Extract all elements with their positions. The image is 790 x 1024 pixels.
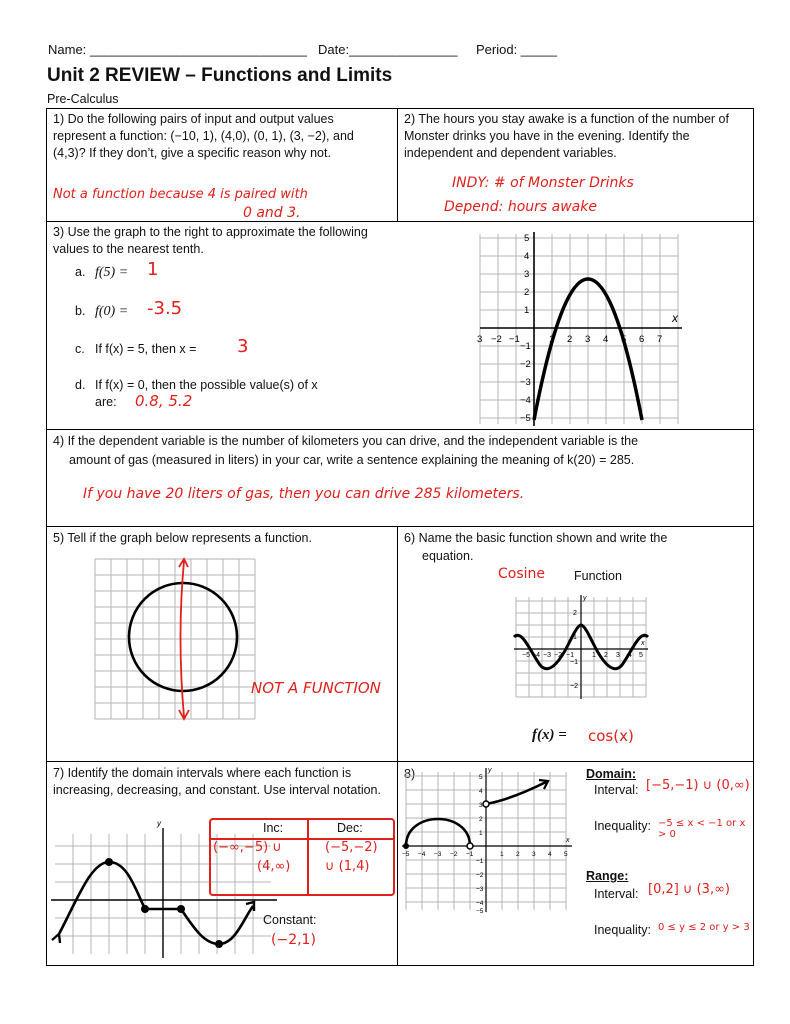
svg-text:−3: −3 [520, 377, 531, 388]
question-4-text-line1: 4) If the dependent variable is the number of kilometers you can drive, and the independent variable is the [53, 434, 639, 448]
cosine-graph [510, 593, 650, 703]
question-4-box [46, 429, 754, 527]
question-8-number: 8) [404, 767, 416, 781]
domain-interval-label: Interval: [594, 783, 639, 797]
range-inequality-label: Inequality: [594, 923, 651, 937]
svg-text:−3: −3 [434, 851, 442, 858]
svg-text:2: 2 [516, 851, 520, 858]
question-2-answer-independent: INDY: # of Monster Drinks [452, 175, 634, 191]
function-word: Function [574, 569, 622, 583]
svg-text:−4: −4 [532, 652, 540, 659]
svg-text:−2: −2 [554, 652, 562, 659]
svg-text:5: 5 [639, 652, 643, 659]
question-1-text: 1) Do the following pairs of input and output values represent a function: (−10, 1), (4,0), (0, 1), (3, −2), and (4,3)? If they don’t, give a specific reason why not. [53, 112, 354, 160]
svg-text:−5: −5 [476, 908, 484, 914]
svg-text:5: 5 [479, 774, 483, 781]
increasing-label: Inc: [263, 821, 284, 835]
question-5-text: 5) Tell if the graph below represents a function. [53, 531, 312, 545]
svg-text:6: 6 [639, 334, 645, 345]
svg-text:y: y [583, 595, 587, 602]
question-3c-expression: If f(x) = 5, then x = [95, 342, 197, 356]
svg-text:4: 4 [548, 851, 552, 858]
name-field: Name: ______________________________ [48, 42, 307, 57]
svg-text:2: 2 [524, 287, 530, 298]
svg-text:−5: −5 [402, 851, 410, 858]
question-3d-expression: If f(x) = 0, then the possible value(s) of x [95, 378, 318, 392]
decreasing-label: Dec: [337, 821, 363, 835]
svg-text:5: 5 [621, 334, 627, 345]
svg-text:−2: −2 [476, 872, 484, 879]
question-2-answer-dependent: Depend: hours awake [444, 199, 597, 215]
question-3d-expression-2: are: [95, 395, 117, 409]
question-1-answer-line1: Not a function because 4 is paired with [53, 187, 308, 202]
range-interval-answer: [0,2] ∪ (3,∞) [648, 882, 730, 897]
question-1-box [46, 108, 398, 222]
date-field: Date:_______________ [318, 42, 458, 57]
domain-range-graph [398, 764, 578, 914]
question-2-box [397, 108, 754, 222]
svg-text:−5: −5 [520, 413, 531, 424]
question-7-increasing-answer-2: (4,∞) [257, 859, 291, 874]
question-7-decreasing-answer-1: (−5,−2) [325, 840, 378, 855]
svg-text:−1: −1 [570, 659, 578, 666]
svg-text:4: 4 [628, 652, 632, 659]
svg-text:−3: −3 [476, 886, 484, 893]
svg-text:5: 5 [564, 851, 568, 858]
range-interval-label: Interval: [594, 887, 639, 901]
svg-text:y: y [157, 819, 161, 828]
svg-text:7: 7 [657, 334, 663, 345]
svg-text:x: x [641, 640, 645, 647]
question-5-answer: NOT A FUNCTION [251, 679, 381, 697]
svg-text:−1: −1 [476, 858, 484, 865]
svg-text:−2: −2 [450, 851, 458, 858]
question-3b-answer: -3.5 [147, 298, 183, 319]
svg-text:−1: −1 [566, 652, 574, 659]
svg-text:4: 4 [524, 251, 530, 262]
svg-text:−3: −3 [543, 652, 551, 659]
course-name: Pre-Calculus [47, 92, 119, 106]
question-7-box [46, 761, 398, 966]
question-3b-label: b. [75, 304, 86, 318]
question-4-text-line2: amount of gas (measured in liters) in your car, write a sentence explaining the meaning of k(20) = 285. [69, 453, 635, 467]
domain-heading: Domain: [586, 767, 636, 781]
question-7-constant-answer: (−2,1) [271, 932, 316, 948]
domain-inequality-answer: −5 ≤ x < −1 or x > 0 [658, 818, 746, 840]
question-3-text: 3) Use the graph to the right to approximate the following values to the nearest tenth. [53, 225, 368, 256]
circle-curve [129, 583, 237, 691]
question-1-answer-line2: 0 and 3. [243, 205, 301, 221]
increasing-ray-curve [486, 782, 546, 804]
svg-text:x: x [566, 837, 570, 844]
question-7-decreasing-answer-2: ∪ (1,4) [325, 859, 370, 874]
svg-text:−2: −2 [491, 334, 502, 345]
svg-text:−1: −1 [466, 851, 474, 858]
svg-text:−2: −2 [570, 683, 578, 690]
svg-text:−4: −4 [476, 900, 484, 907]
svg-text:1: 1 [500, 851, 504, 858]
circle-graph [89, 555, 265, 723]
svg-text:1: 1 [573, 634, 577, 641]
question-3c-answer: 3 [237, 336, 249, 357]
svg-text:1: 1 [479, 830, 483, 837]
question-8-box [397, 761, 754, 966]
svg-text:−2: −2 [520, 359, 531, 370]
range-heading: Range: [586, 869, 629, 883]
svg-text:3: 3 [585, 334, 591, 345]
svg-text:1: 1 [524, 305, 530, 316]
question-6-text-line1: 6) Name the basic function shown and write the [404, 531, 668, 545]
svg-text:−5: −5 [522, 652, 530, 659]
svg-text:2: 2 [604, 652, 608, 659]
svg-text:3: 3 [479, 802, 483, 809]
question-3d-label: d. [75, 378, 86, 392]
svg-text:y: y [488, 767, 492, 774]
svg-text:−1: −1 [520, 341, 531, 352]
svg-text:3: 3 [616, 652, 620, 659]
page-title: Unit 2 REVIEW – Functions and Limits [47, 65, 393, 86]
question-3a-expression: f(5) = [95, 265, 129, 280]
svg-text:1: 1 [592, 652, 596, 659]
svg-text:2: 2 [567, 334, 573, 345]
question-5-box [46, 526, 398, 762]
domain-inequality-label: Inequality: [594, 819, 651, 833]
svg-text:−1: −1 [509, 334, 520, 345]
svg-text:1: 1 [549, 334, 555, 345]
question-7-increasing-answer-1: (−∞,−5) ∪ [213, 840, 282, 855]
constant-label: Constant: [263, 913, 317, 927]
svg-text:−4: −4 [520, 395, 531, 406]
domain-interval-answer: [−5,−1) ∪ (0,∞) [646, 778, 750, 793]
period-field: Period: _____ [476, 42, 557, 57]
question-3b-expression: f(0) = [95, 304, 129, 319]
question-6-box [397, 526, 754, 762]
question-7-text: 7) Identify the domain intervals where each function is increasing, decreasing, and constant. Use interval notation. [53, 766, 381, 797]
svg-text:5: 5 [524, 233, 530, 244]
parabola-graph [475, 226, 697, 428]
question-6-answer-name: Cosine [498, 566, 546, 582]
question-3d-answer: 0.8, 5.2 [135, 392, 193, 410]
svg-text:2: 2 [573, 610, 577, 617]
svg-text:−4: −4 [418, 851, 426, 858]
question-7-answer-table [209, 818, 395, 896]
function-curve-left [59, 862, 145, 934]
svg-text:3: 3 [532, 851, 536, 858]
range-inequality-answer: 0 ≤ y ≤ 2 or y > 3 [658, 922, 750, 933]
question-3c-label: c. [75, 342, 85, 356]
question-3a-answer: 1 [147, 259, 159, 280]
question-3-box [46, 221, 754, 430]
svg-text:4: 4 [603, 334, 609, 345]
question-2-text: 2) The hours you stay awake is a function of the number of Monster drinks you have in the evening. Identify the independent and dependent variables. [404, 112, 729, 160]
question-6-equation-lhs: f(x) = [532, 727, 567, 743]
question-4-answer: If you have 20 liters of gas, then you can drive 285 kilometers. [83, 486, 525, 502]
svg-text:2: 2 [479, 816, 483, 823]
question-3a-label: a. [75, 265, 86, 279]
question-6-text-line2: equation. [422, 549, 474, 563]
svg-text:3: 3 [477, 334, 483, 345]
svg-text:3: 3 [524, 269, 530, 280]
svg-text:4: 4 [479, 788, 483, 795]
question-6-answer-equation: cos(x) [588, 727, 634, 745]
x-axis-label: x [672, 311, 678, 325]
